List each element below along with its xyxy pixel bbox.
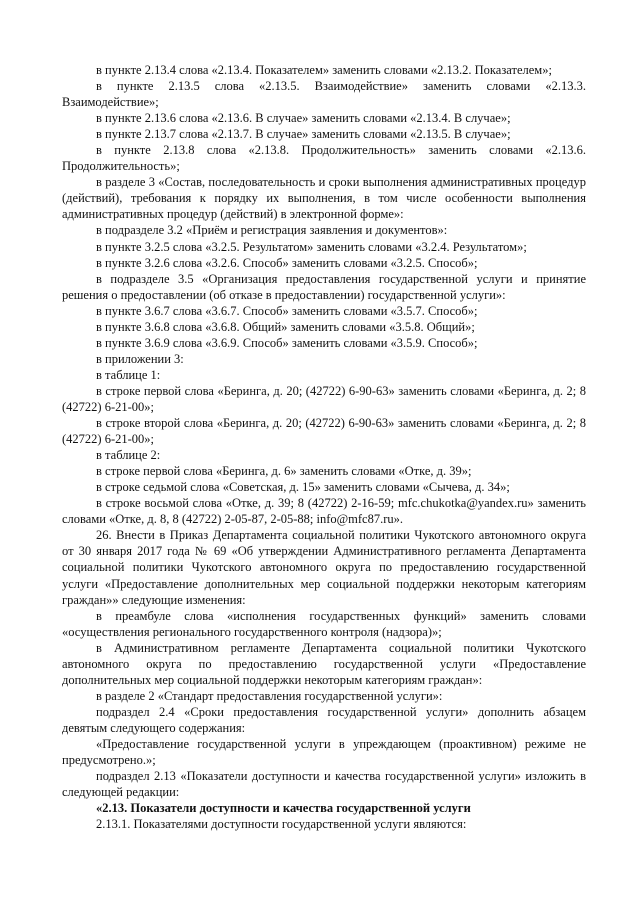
paragraph: в преамбуле слова «исполнения государственных функций» заменить словами «осуществления регионального государственного контроля (надзора)»; [62, 608, 586, 639]
paragraph: в строке седьмой слова «Советская, д. 15» заменить словами «Сычева, д. 34»; [96, 480, 510, 495]
paragraph: в пункте 3.2.5 слова «3.2.5. Результатом» заменить словами «3.2.4. Результатом»; [96, 239, 527, 254]
paragraph: в строке восьмой слова «Отке, д. 39; 8 (42722) 2-16-59; mfc.chukotka@yandex.ru» заменить словами «Отке, д. 8, 8 (42722) 2-05-87, 2-05-88; info@mfc87.ru». [62, 496, 586, 527]
paragraph: в пункте 3.6.7 слова «3.6.7. Способ» заменить словами «3.5.7. Способ»; [96, 303, 478, 318]
paragraph: «Предоставление государственной услуги в упреждающем (проактивном) режиме не предусмотрено.»; [62, 736, 586, 768]
paragraph: в пункте 3.2.6 слова «3.2.6. Способ» заменить словами «3.2.5. Способ»; [96, 255, 478, 270]
paragraph: в таблице 1: [96, 367, 161, 382]
section-heading: «2.13. Показатели доступности и качества государственной услуги [96, 801, 471, 816]
paragraph: в строке первой слова «Беринга, д. 20; (42722) 6-90-63» заменить словами «Беринга, д. 2; 8 (42722) 6-21-00»; [62, 383, 586, 414]
paragraph: в пункте 2.13.5 слова «2.13.5. Взаимодействие» заменить словами «2.13.3. Взаимодействие»; [62, 79, 586, 110]
paragraph: в разделе 2 «Стандарт предоставления государственной услуги»: [96, 688, 443, 703]
paragraph: 26. Внести в Приказ Департамента социальной политики Чукотского автономного округа от 30 января 2017 года № 69 «Об утверждении Административного регламента Департамента социальной политики Чукотского автономного округа по предоставлению государственной услуги «Предоставление дополнительных мер социальной поддержки некоторым категориям граждан»» следующие изменения: [62, 528, 586, 607]
paragraph: в пункте 2.13.7 слова «2.13.7. В случае» заменить словами «2.13.5. В случае»; [96, 127, 511, 142]
paragraph: 2.13.1. Показателями доступности государственной услуги являются: [96, 817, 467, 832]
paragraph: в пункте 2.13.6 слова «2.13.6. В случае» заменить словами «2.13.4. В случае»; [96, 111, 511, 126]
paragraph: в разделе 3 «Состав, последовательность и сроки выполнения административных процедур (действий), требования к порядку их выполнения, в том числе особенности выполнения административных процедур (действий) в электронной форме»: [62, 175, 586, 222]
paragraph: в приложении 3: [96, 351, 184, 366]
paragraph: в Административном регламенте Департамента социальной политики Чукотского автономного округа по предоставлению государственной услуги «Предоставление дополнительных мер социальной поддержки некоторым категориям граждан»: [62, 640, 586, 687]
paragraph: в строке второй слова «Беринга, д. 20; (42722) 6-90-63» заменить словами «Беринга, д. 2; 8 (42722) 6-21-00»; [62, 416, 586, 447]
paragraph: в пункте 3.6.8 слова «3.6.8. Общий» заменить словами «3.5.8. Общий»; [96, 319, 475, 334]
paragraph: подраздел 2.13 «Показатели доступности и качества государственной услуги» изложить в следующей редакции: [62, 769, 586, 800]
paragraph: в строке первой слова «Беринга, д. 6» заменить словами «Отке, д. 39»; [96, 464, 472, 479]
paragraph: в пункте 2.13.4 слова «2.13.4. Показателем» заменить словами «2.13.2. Показателем»; [96, 63, 552, 77]
paragraph: подраздел 2.4 «Сроки предоставления государственной услуги» дополнить абзацем девятым следующего содержания: [62, 704, 586, 735]
paragraph: в подразделе 3.2 «Приём и регистрация заявления и документов»: [96, 223, 448, 238]
paragraph: в пункте 3.6.9 слова «3.6.9. Способ» заменить словами «3.5.9. Способ»; [96, 335, 478, 350]
paragraph: в таблице 2: [96, 448, 161, 463]
paragraph: в подразделе 3.5 «Организация предоставления государственной услуги и принятие решения о предоставлении (об отказе в предоставлении) государственной услуги»: [62, 271, 586, 302]
paragraph: в пункте 2.13.8 слова «2.13.8. Продолжительность» заменить словами «2.13.6. Продолжительность»; [62, 143, 586, 174]
